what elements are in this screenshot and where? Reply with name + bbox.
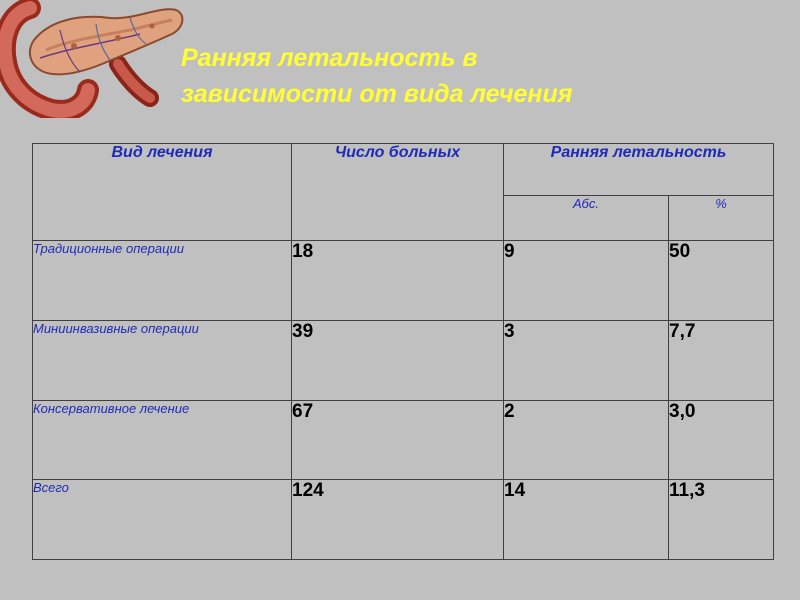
header-abs: Абс. <box>504 196 669 241</box>
cell-patient-count: 18 <box>292 241 504 321</box>
cell-mortality-abs: 9 <box>504 241 669 321</box>
table-row <box>33 321 774 401</box>
cell-mortality-abs: 2 <box>504 401 669 480</box>
mortality-table <box>32 143 774 560</box>
table-row <box>33 241 774 321</box>
row-label: Консервативное лечение <box>33 401 292 480</box>
title-line-2: зависимости от вида лечения <box>181 80 573 108</box>
row-label: Миниинвазивные операции <box>33 321 292 401</box>
pancreas-illustration <box>0 0 190 118</box>
row-label: Традиционные операции <box>33 241 292 321</box>
table-row <box>33 401 774 480</box>
header-mortality: Ранняя летальность <box>504 144 774 196</box>
cell-mortality-pct: 3,0 <box>669 401 774 480</box>
header-patients: Число больных <box>292 144 504 241</box>
cell-mortality-pct: 11,3 <box>669 480 774 560</box>
cell-patient-count: 67 <box>292 401 504 480</box>
cell-mortality-pct: 7,7 <box>669 321 774 401</box>
table-row <box>33 480 774 560</box>
title-line-1: Ранняя летальность в <box>181 44 478 72</box>
cell-mortality-pct: 50 <box>669 241 774 321</box>
cell-patient-count: 124 <box>292 480 504 560</box>
cell-patient-count: 39 <box>292 321 504 401</box>
row-label: Всего <box>33 480 292 560</box>
header-treatment: Вид лечения <box>33 144 292 241</box>
cell-mortality-abs: 3 <box>504 321 669 401</box>
slide-title <box>181 40 741 112</box>
cell-mortality-abs: 14 <box>504 480 669 560</box>
header-pct: % <box>669 196 774 241</box>
